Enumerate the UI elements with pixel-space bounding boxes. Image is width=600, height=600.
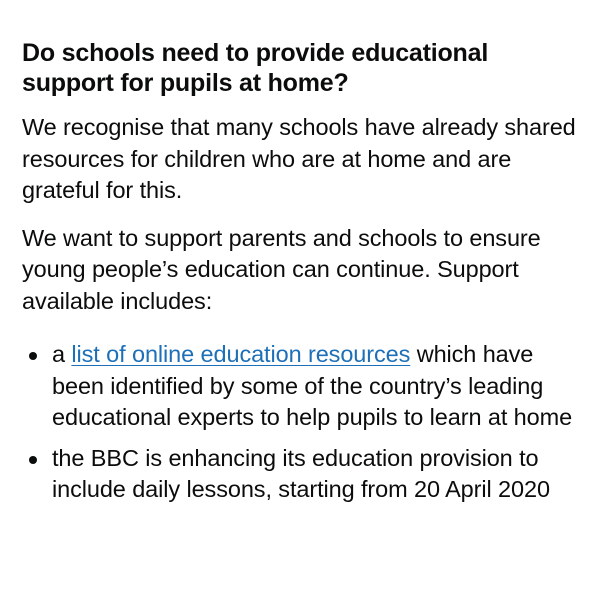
paragraph-support: We want to support parents and schools to ensure young people’s education can continue. Support available includes: — [22, 224, 541, 314]
list-item — [22, 443, 578, 506]
list-item-text: the BBC is enhancing its education provision to include daily lessons, starting from 20 April 2020 — [52, 444, 550, 502]
paragraph-recognise: We recognise that many schools have already shared resources for children who are at home and are grateful for this. — [22, 114, 576, 203]
online-resources-link[interactable]: list of online education resources — [71, 341, 411, 367]
bullet-icon — [29, 352, 37, 360]
support-list — [22, 339, 578, 506]
list-item-prefix: a — [52, 341, 72, 367]
list-item-suffix: which have been identified by some of the country’s leading educational experts to help pupils to learn at home — [52, 341, 573, 430]
bullet-icon — [29, 456, 37, 464]
list-item — [22, 339, 578, 434]
section-heading: Do schools need to provide educational support for pupils at home? — [22, 39, 489, 97]
